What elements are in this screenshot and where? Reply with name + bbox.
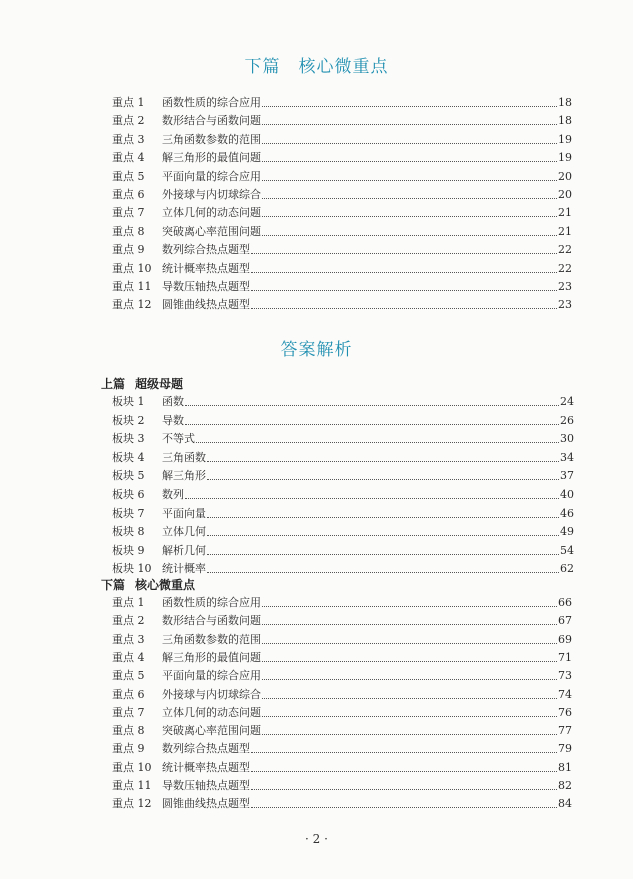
toc-entry-title: 突破离心率范围问题 [162,724,261,738]
toc-entry[interactable] [112,465,574,483]
toc-entry-label: 重点 5 [112,669,145,683]
toc-entry[interactable] [112,684,572,702]
toc-dot-leader [262,733,557,735]
toc-entry[interactable] [112,221,572,239]
toc-entry-label: 板块 8 [112,525,145,539]
toc-entry-title: 平面向量的综合应用 [162,669,261,683]
subheading-name: 核心微重点 [135,578,196,592]
subheading-name: 超级母题 [135,377,184,391]
toc-dot-leader [262,234,557,236]
toc-entry-title: 圆锥曲线热点题型 [162,797,250,811]
toc-entry[interactable] [112,410,574,428]
toc-entry[interactable] [112,775,572,793]
toc-dot-leader [262,197,557,199]
toc-entry-page: 18 [558,114,572,128]
toc-entry-title: 统计概率热点题型 [162,760,250,774]
toc-dot-leader [262,678,557,680]
toc-entry-label: 重点 9 [112,243,145,257]
toc-entry-page: 19 [558,151,572,165]
toc-entry-label: 重点 11 [112,280,152,293]
section-title-core-points [0,52,633,77]
subheading-part: 下篇 [101,578,126,592]
toc-entry[interactable] [112,610,572,628]
toc-entry-page: 18 [558,96,572,109]
toc-dot-leader [262,160,557,162]
toc-entry-label: 重点 12 [112,797,152,811]
toc-entry-page: 79 [558,742,572,756]
toc-entry[interactable] [112,428,574,446]
toc-entry-title: 圆锥曲线热点题型 [162,298,250,312]
toc-entry-page: 73 [558,669,572,683]
toc-dot-leader [262,105,557,107]
toc-entry[interactable] [112,665,572,683]
toc-entry-label: 重点 11 [112,779,152,792]
toc-entry-page: 71 [558,650,572,664]
toc-entry-title: 导数压轴热点题型 [162,280,250,293]
toc-dot-leader [262,660,557,662]
toc-entry-label: 重点 5 [112,169,145,183]
toc-entry[interactable] [112,92,572,110]
toc-entry-label: 板块 1 [112,395,145,408]
toc-entry-page: 74 [558,687,572,701]
toc-entry-title: 解三角形的最值问题 [162,151,261,165]
toc-entry-label: 重点 9 [112,742,145,756]
toc-entry-page: 30 [560,432,574,446]
toc-entry-title: 导数压轴热点题型 [162,779,250,792]
toc-entry-page: 69 [558,632,572,646]
toc-entry-title: 三角函数参数的范围 [162,132,261,146]
toc-entry-title: 立体几何的动态问题 [162,705,261,719]
toc-dot-leader [251,252,557,254]
toc-dot-leader [196,441,559,443]
toc-dot-leader [262,215,557,217]
toc-dot-leader [207,516,559,518]
toc-entry-title: 数列综合热点题型 [162,243,250,257]
toc-entry-title: 立体几何的动态问题 [162,206,261,220]
toc-entry-page: 34 [560,450,574,464]
toc-entry-title: 立体几何 [162,525,206,539]
subheading-part2 [101,576,195,593]
toc-entry[interactable] [112,276,572,294]
toc-entry[interactable] [112,647,572,665]
toc-entry-label: 重点 2 [112,114,145,128]
toc-entry-label: 重点 4 [112,151,145,165]
toc-dot-leader [185,497,559,499]
toc-entry[interactable] [112,110,572,128]
section-title-part: 下篇 [244,57,281,77]
toc-entry-page: 22 [558,243,572,257]
toc-entry-label: 重点 8 [112,224,145,238]
toc-entry-label: 板块 9 [112,543,145,557]
toc-entry-title: 解三角形的最值问题 [162,650,261,664]
toc-entry-page: 81 [558,760,572,774]
toc-entry-title: 突破离心率范围问题 [162,224,261,238]
toc-dot-leader [262,179,557,181]
toc-entry[interactable] [112,558,574,576]
toc-dot-leader [251,751,557,753]
toc-entry-page: 46 [560,506,574,520]
toc-entry[interactable] [112,239,572,257]
toc-entry[interactable] [112,484,574,502]
toc-entry-label: 重点 7 [112,705,145,719]
toc-entry-page: 67 [558,614,572,628]
toc-entry-label: 重点 1 [112,596,145,609]
toc-dot-leader [207,553,559,555]
page-number: · 2 · [305,832,328,846]
toc-entry-label: 重点 7 [112,206,145,220]
toc-dot-leader [262,642,557,644]
toc-entry-page: 26 [560,413,574,427]
toc-entry-title: 函数性质的综合应用 [162,596,261,609]
toc-dot-leader [207,478,559,480]
toc-entry-label: 重点 10 [112,760,152,774]
toc-entry-label: 板块 7 [112,506,145,520]
toc-entry[interactable] [112,147,572,165]
toc-dot-leader [262,605,557,607]
toc-dot-leader [251,806,557,808]
toc-dot-leader [207,460,559,462]
toc-entry-label: 板块 6 [112,488,145,501]
toc-entry-page: 76 [558,705,572,719]
toc-entry-page: 62 [560,562,574,576]
toc-entry-page: 24 [560,395,574,408]
toc-entry-page: 21 [558,224,572,238]
toc-entry-title: 平面向量的综合应用 [162,169,261,183]
toc-entry[interactable] [112,202,572,220]
toc-dot-leader [185,423,559,425]
toc-entry-title: 三角函数 [162,450,206,464]
toc-entry-label: 重点 3 [112,132,145,146]
toc-dot-leader [262,142,557,144]
toc-entry-page: 22 [558,261,572,275]
toc-entry-title: 统计概率热点题型 [162,261,250,275]
toc-entry[interactable] [112,720,572,738]
toc-entry-page: 40 [560,488,574,501]
toc-entry-page: 20 [558,169,572,183]
toc-dot-leader [207,571,559,573]
toc-dot-leader [251,271,557,273]
toc-entry[interactable] [112,166,572,184]
toc-entry-title: 数列综合热点题型 [162,742,250,756]
toc-entry-label: 重点 1 [112,96,145,109]
toc-entry[interactable] [112,629,572,647]
toc-entry-title: 函数性质的综合应用 [162,96,261,109]
toc-entry-title: 导数 [162,413,184,427]
toc-entry[interactable] [112,184,572,202]
toc-entry-title: 数形结合与函数问题 [162,614,261,628]
toc-entry[interactable] [112,258,572,276]
toc-entry[interactable] [112,391,574,409]
subheading-part1 [101,375,183,392]
toc-entry-page: 37 [560,469,574,483]
toc-entry-page: 77 [558,724,572,738]
section-title-answers: 答案解析 [280,340,353,360]
toc-entry-title: 平面向量 [162,506,206,520]
toc-entry[interactable] [112,793,572,811]
toc-entry-page: 20 [558,188,572,201]
toc-entry-title: 不等式 [162,432,195,446]
toc-entry-page: 54 [560,543,574,557]
subheading-part: 上篇 [101,377,126,391]
toc-entry-page: 84 [558,797,572,811]
toc-dot-leader [251,788,557,790]
toc-entry-title: 解析几何 [162,543,206,557]
toc-dot-leader [185,404,559,406]
toc-entry-label: 重点 6 [112,188,145,201]
toc-entry-title: 函数 [162,395,184,408]
toc-entry-title: 三角函数参数的范围 [162,632,261,646]
toc-dot-leader [262,123,557,125]
section-title-name: 核心微重点 [298,57,389,77]
toc-entry-title: 解三角形 [162,469,206,483]
toc-entry[interactable] [112,702,572,720]
toc-entry-page: 21 [558,206,572,220]
toc-entry[interactable] [112,592,572,610]
toc-dot-leader [207,534,559,536]
toc-entry-label: 重点 10 [112,261,152,275]
toc-dot-leader [251,307,557,309]
toc-entry-label: 板块 10 [112,562,152,576]
toc-entry-label: 板块 3 [112,432,145,446]
toc-entry-page: 19 [558,132,572,146]
toc-entry-page: 23 [558,298,572,312]
toc-entry-title: 统计概率 [162,562,206,576]
toc-entry-title: 数列 [162,488,184,501]
toc-entry[interactable] [112,503,574,521]
toc-entry-title: 外接球与内切球综合 [162,188,261,201]
toc-entry-label: 重点 4 [112,650,145,664]
toc-entry-page: 23 [558,280,572,293]
toc-entry[interactable] [112,757,572,775]
toc-dot-leader [262,623,557,625]
toc-entry-page: 82 [558,779,572,792]
toc-dot-leader [251,289,557,291]
toc-entry[interactable] [112,738,572,756]
toc-entry[interactable] [112,540,574,558]
toc-entry-page: 66 [558,596,572,609]
toc-dot-leader [251,770,557,772]
toc-entry-label: 板块 4 [112,450,145,464]
toc-entry-label: 重点 8 [112,724,145,738]
toc-entry[interactable] [112,447,574,465]
toc-entry-label: 重点 12 [112,298,152,312]
toc-entry-label: 重点 2 [112,614,145,628]
toc-entry-label: 板块 5 [112,469,145,483]
toc-dot-leader [262,697,557,699]
toc-entry-title: 外接球与内切球综合 [162,687,261,701]
toc-entry-label: 重点 3 [112,632,145,646]
toc-dot-leader [262,715,557,717]
toc-entry-title: 数形结合与函数问题 [162,114,261,128]
toc-entry[interactable] [112,521,574,539]
toc-entry[interactable] [112,129,572,147]
toc-entry[interactable] [112,294,572,312]
toc-entry-page: 49 [560,525,574,539]
toc-entry-label: 重点 6 [112,687,145,701]
toc-entry-label: 板块 2 [112,413,145,427]
